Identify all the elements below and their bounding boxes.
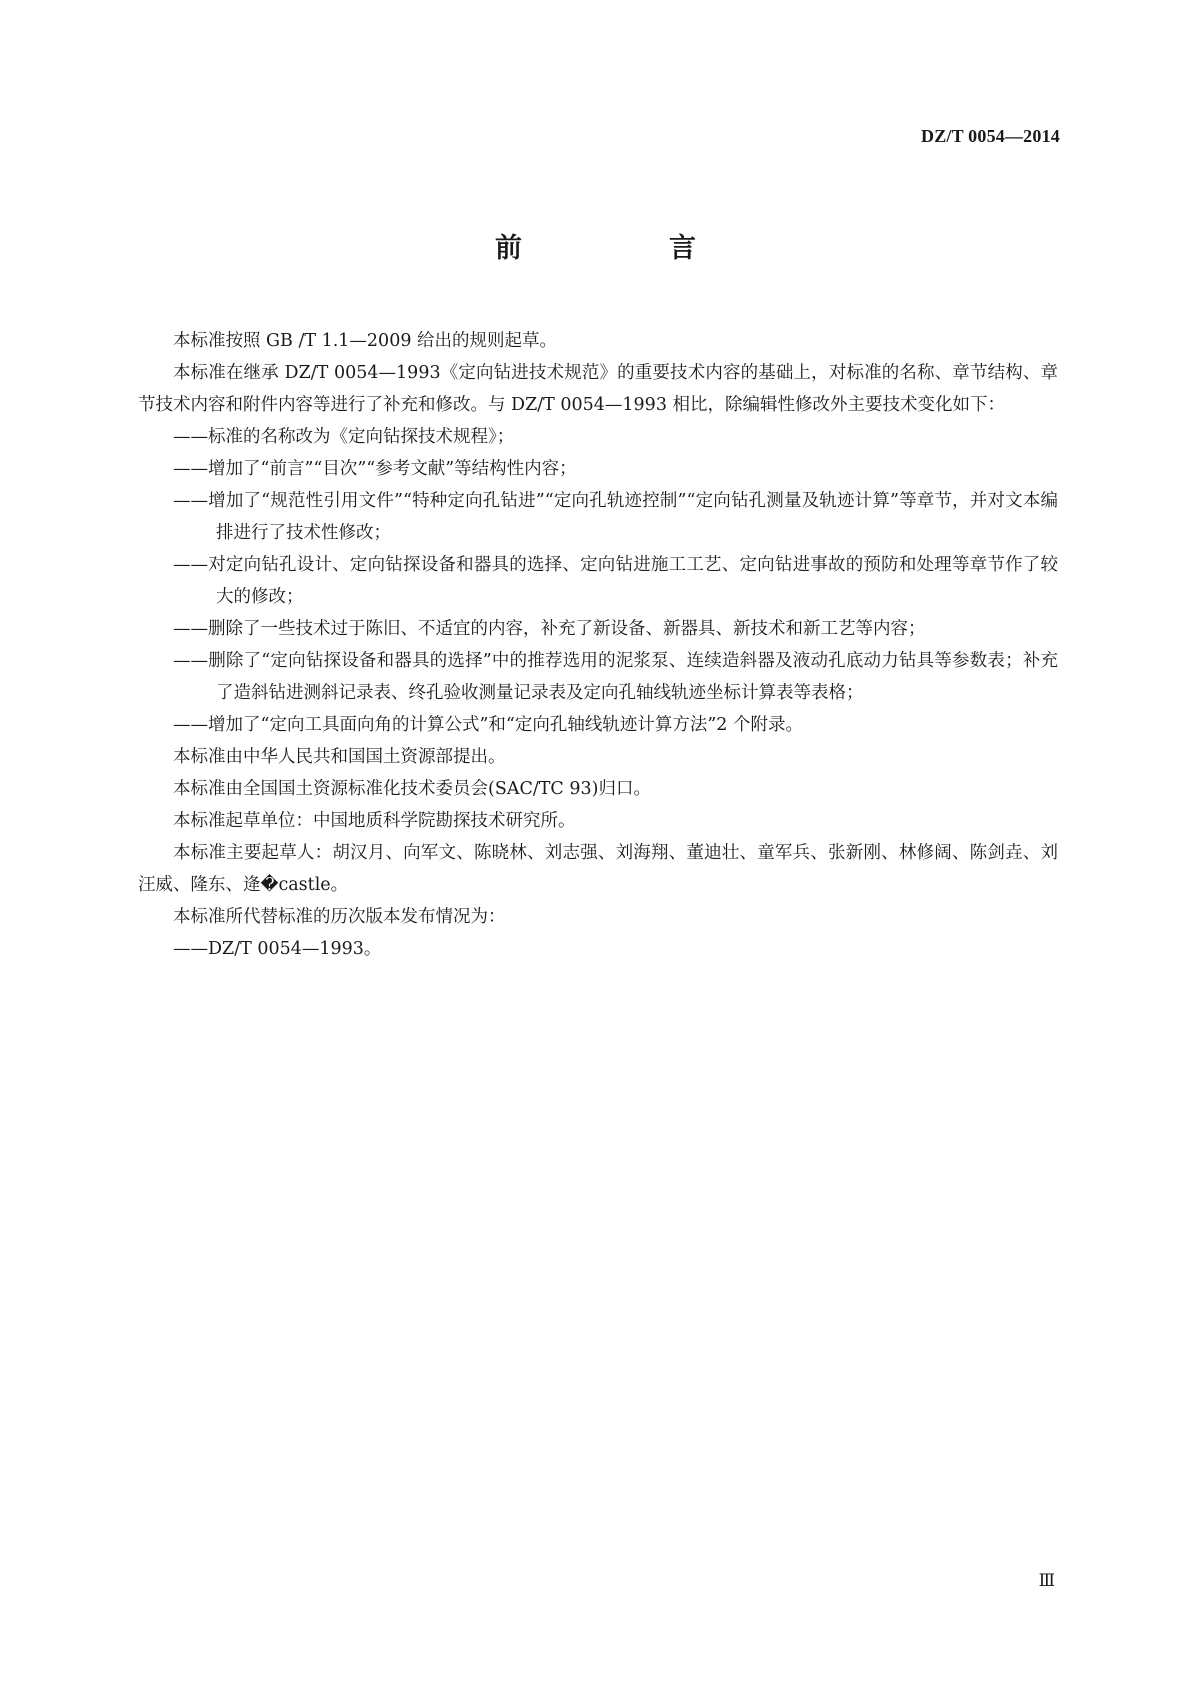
paragraph: 本标准主要起草人：胡汉月、向军文、陈晓林、刘志强、刘海翔、董迪壮、童军兵、张新刚、林修阔、陈剑垚、刘汪威、隆东、逄�castle。 [138,843,1058,895]
standard-code: DZ/T 0054—2014 [921,126,1060,146]
page-number: Ⅲ [1038,1571,1055,1590]
list-item: ——删除了“定向钻探设备和器具的选择”中的推荐选用的泥浆泵、连续造斜器及液动孔底动力钻具等参数表；补充了造斜钻进测斜记录表、终孔验收测量记录表及定向孔轴线轨迹坐标计算表等表格； [173,651,1058,703]
list-item: ——增加了“前言”“目次”“参考文献”等结构性内容； [173,459,577,479]
list-item: ——DZ/T 0054—1993。 [173,939,382,959]
list-item: ——增加了“定向工具面向角的计算公式”和“定向孔轴线轨迹计算方法”2 个附录。 [173,715,803,735]
paragraph: 本标准由全国国土资源标准化技术委员会(SAC/TC 93)归口。 [173,779,651,799]
page-title: 前 言 [495,233,756,264]
paragraph: 本标准按照 GB /T 1.1—2009 给出的规则起草。 [173,331,558,351]
list-item: ——对定向钻孔设计、定向钻探设备和器具的选择、定向钻进施工工艺、定向钻进事故的预防和处理等章节作了较大的修改； [173,555,1058,607]
list-item: ——标准的名称改为《定向钻探技术规程》； [173,427,515,447]
paragraph: 本标准由中华人民共和国国土资源部提出。 [173,747,506,767]
list-item: ——增加了“规范性引用文件”“特种定向孔钻进”“定向孔轨迹控制”“定向钻孔测量及轨迹计算”等章节，并对文本编排进行了技术性修改； [173,491,1058,543]
list-item: ——删除了一些技术过于陈旧、不适宜的内容，补充了新设备、新器具、新技术和新工艺等内容； [173,619,926,639]
paragraph: 本标准起草单位：中国地质科学院勘探技术研究所。 [173,811,576,831]
paragraph: 本标准在继承 DZ/T 0054—1993《定向钻进技术规范》的重要技术内容的基础上，对标准的名称、章节结构、章节技术内容和附件内容等进行了补充和修改。与 DZ/T 0054—1993 相比，除编辑性修改外主要技术变化如下： [138,363,1058,415]
paragraph: 本标准所代替标准的历次版本发布情况为： [173,907,506,927]
foreword-body [138,325,1058,965]
